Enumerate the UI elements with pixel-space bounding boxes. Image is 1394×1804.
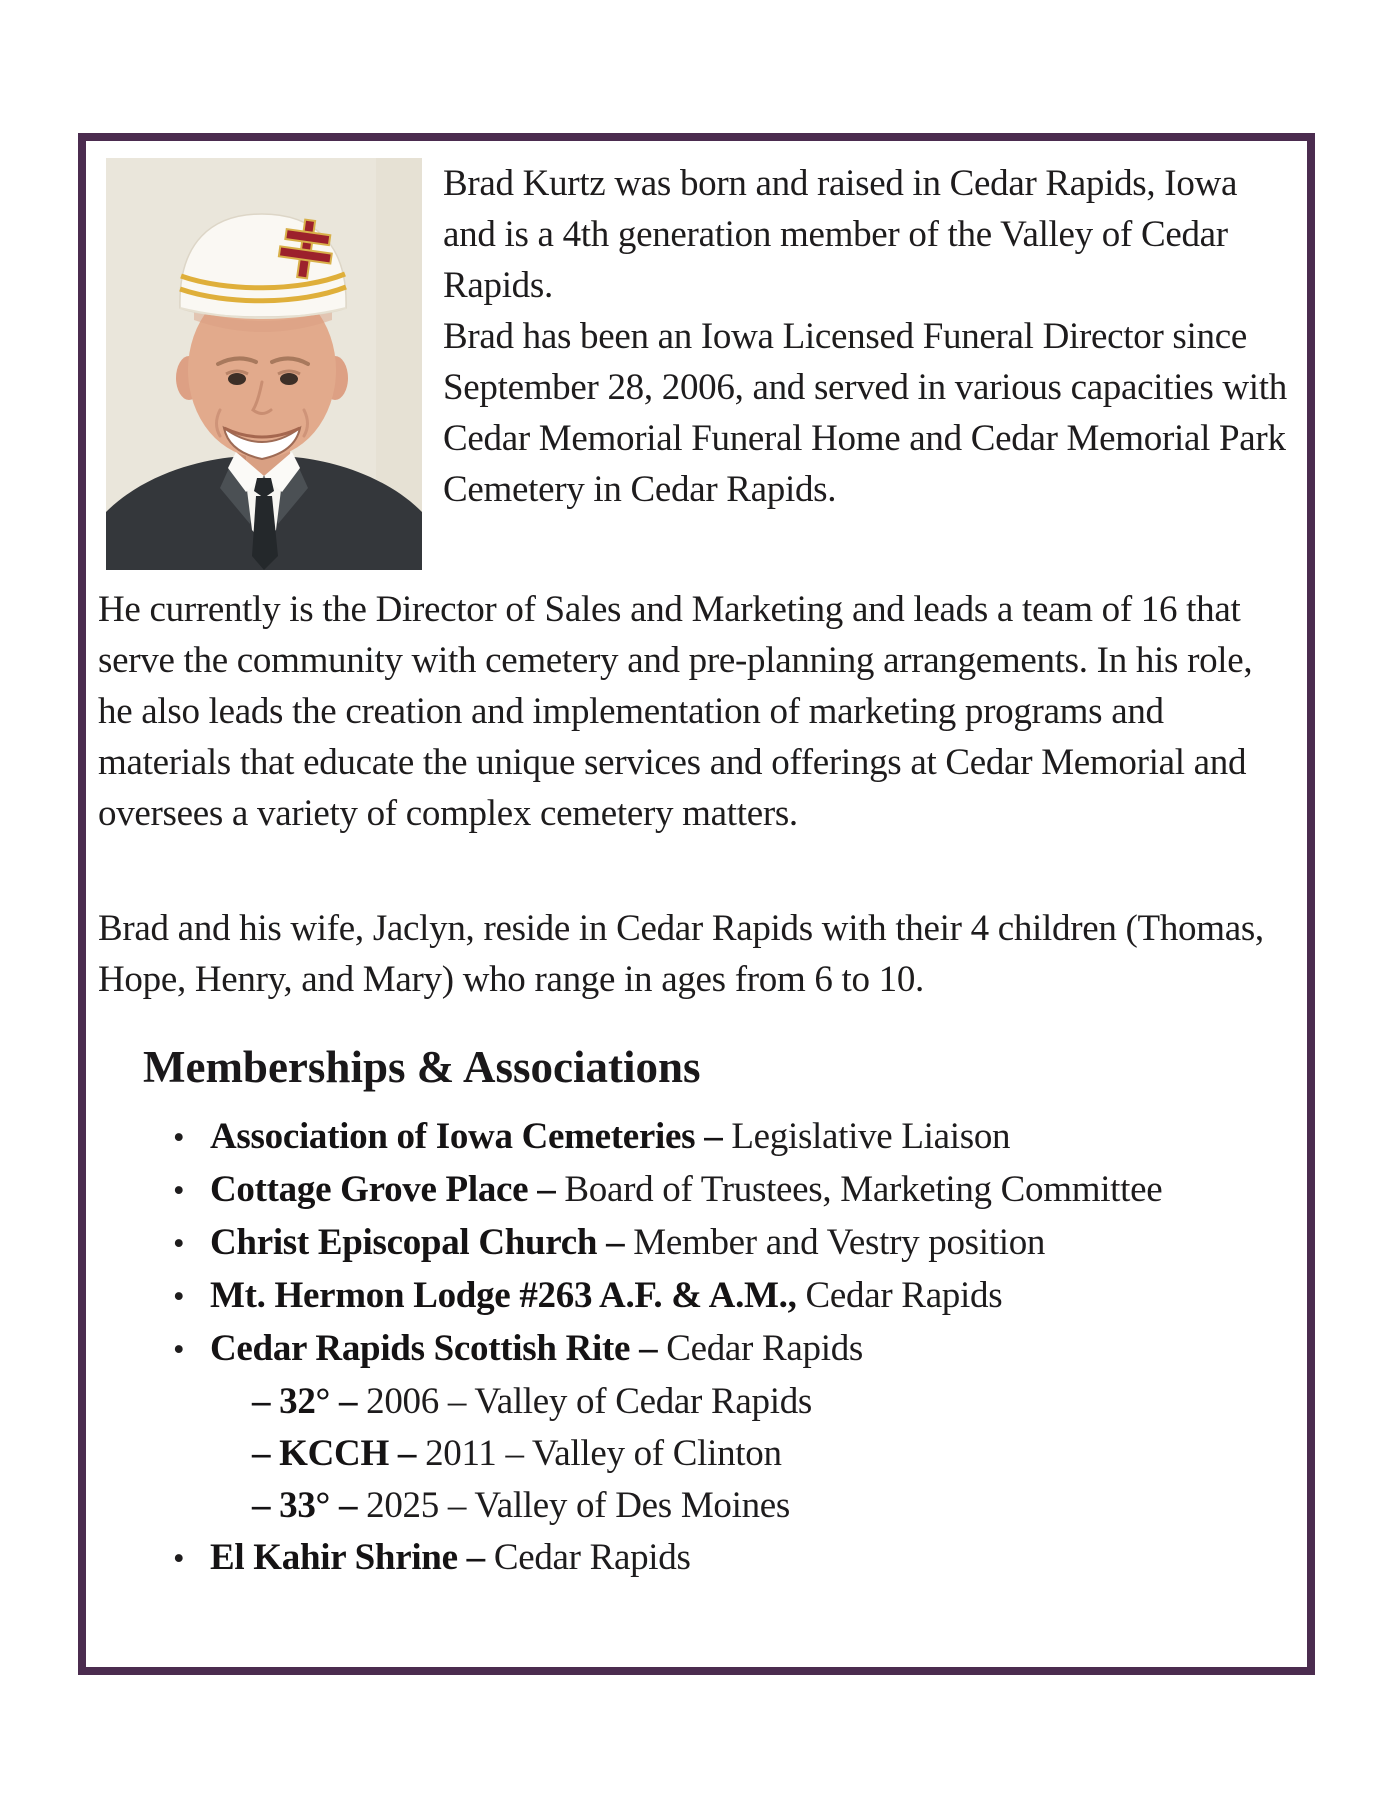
sub-list-item-32-degree	[98, 1376, 1293, 1428]
sub-list-item-33-degree	[98, 1480, 1293, 1532]
list-item-org: Cottage Grove Place –	[210, 1169, 565, 1210]
bio-frame	[78, 133, 1315, 1675]
memberships-heading: Memberships & Associations	[143, 1042, 701, 1092]
sub-item-detail: 2011 – Valley of Clinton	[425, 1433, 782, 1474]
sub-item-degree: – KCCH –	[252, 1433, 426, 1474]
list-item-el-kahir-shrine	[98, 1532, 1293, 1585]
list-item-role: Cedar Rapids	[805, 1275, 1003, 1316]
bullet-icon: •	[173, 1120, 185, 1156]
bullet-icon: •	[173, 1279, 185, 1315]
list-item-association-of-iowa-cemeteries	[98, 1111, 1293, 1164]
intro-text-column	[443, 158, 1293, 515]
bullet-icon: •	[173, 1332, 185, 1368]
list-item-org: Mt. Hermon Lodge #263 A.F. & A.M.,	[210, 1275, 806, 1316]
list-item-role: Cedar Rapids	[666, 1328, 864, 1369]
list-item-role: Cedar Rapids	[493, 1537, 691, 1578]
list-item-cedar-rapids-scottish-rite	[98, 1323, 1293, 1376]
portrait-photo-illustration	[106, 158, 422, 570]
list-item-role: Legislative Liaison	[731, 1116, 1011, 1157]
bullet-icon: •	[173, 1173, 185, 1209]
list-item-org: Cedar Rapids Scottish Rite –	[210, 1328, 667, 1369]
sub-list-item-kcch	[98, 1428, 1293, 1480]
bio-career-paragraph: Brad has been an Iowa Licensed Funeral Director since September 28, 2006, and served in various capacities with Cedar Memorial Funeral Home and Cedar Memorial Park Cemetery in Cedar Rapids.	[443, 316, 1287, 510]
list-item-org: Christ Episcopal Church –	[210, 1222, 634, 1263]
sub-item-degree: – 32° –	[252, 1381, 367, 1422]
memberships-list	[98, 1111, 1293, 1585]
list-item-role: Member and Vestry position	[633, 1222, 1046, 1263]
bio-intro-paragraph: Brad Kurtz was born and raised in Cedar Rapids, Iowa and is a 4th generation member of the Valley of Cedar Rapids.	[443, 163, 1238, 306]
bullet-icon: •	[173, 1541, 185, 1577]
bullet-icon: •	[173, 1226, 185, 1262]
list-item-org: El Kahir Shrine –	[210, 1537, 494, 1578]
list-item-christ-episcopal-church	[98, 1217, 1293, 1270]
photo-and-intro-row	[98, 158, 1293, 570]
list-item-role: Board of Trustees, Marketing Committee	[564, 1169, 1163, 1210]
portrait-photo	[106, 158, 422, 570]
sub-item-degree: – 33° –	[252, 1485, 367, 1526]
sub-item-detail: 2006 – Valley of Cedar Rapids	[366, 1381, 813, 1422]
bio-role-paragraph: He currently is the Director of Sales and Marketing and leads a team of 16 that serve the community with cemetery and pre-planning arrangements. In his role, he also leads the creation and implementation of marketing programs and materials that educate the unique services and offerings at Cedar Memorial and oversees a variety of complex cemetery matters.	[98, 589, 1253, 834]
list-item-mt-hermon-lodge	[98, 1270, 1293, 1323]
sub-item-detail: 2025 – Valley of Des Moines	[366, 1485, 791, 1526]
list-item-cottage-grove-place	[98, 1164, 1293, 1217]
list-item-org: Association of Iowa Cemeteries –	[210, 1116, 732, 1157]
bio-family-paragraph: Brad and his wife, Jaclyn, reside in Cedar Rapids with their 4 children (Thomas, Hope, Henry, and Mary) who range in ages from 6 to 10.	[98, 908, 1264, 1000]
